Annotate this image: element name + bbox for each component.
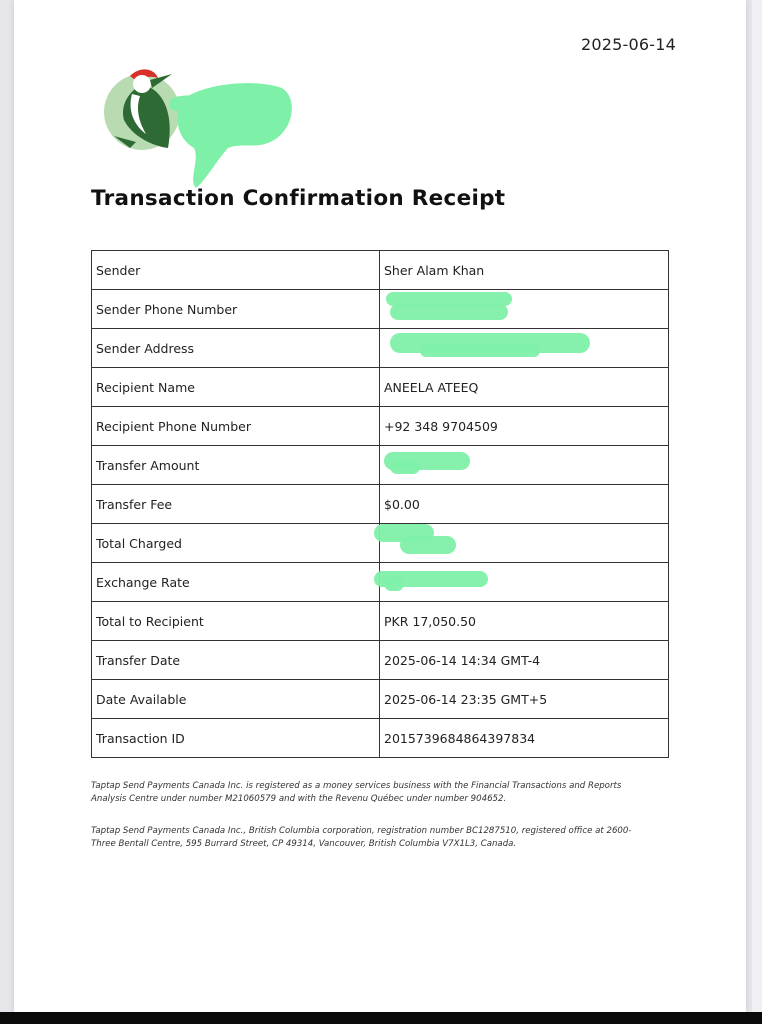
row-value: ANEELA ATEEQ bbox=[380, 368, 669, 407]
row-value: PKR 17,050.50 bbox=[380, 602, 669, 641]
page-edge bbox=[752, 0, 762, 1012]
redaction-mark bbox=[390, 304, 508, 320]
row-value-redacted bbox=[380, 563, 669, 602]
row-label: Exchange Rate bbox=[92, 563, 380, 602]
row-value: 2025-06-14 14:34 GMT-4 bbox=[380, 641, 669, 680]
row-value: $0.00 bbox=[380, 485, 669, 524]
row-label: Sender Address bbox=[92, 329, 380, 368]
row-value-redacted bbox=[380, 329, 669, 368]
row-label: Transaction ID bbox=[92, 719, 380, 758]
footer-notice-office: Taptap Send Payments Canada Inc., British Columbia corporation, registration number BC1287510, registered office at 2600-Three Bentall Centre, 595 Burrard Street, CP 49314, Vancouver, British Columbia V7X1L3, Canada. bbox=[91, 826, 632, 849]
row-value-redacted bbox=[380, 524, 669, 563]
row-label: Sender bbox=[92, 251, 380, 290]
woodpecker-icon bbox=[104, 69, 180, 150]
table-row bbox=[92, 290, 669, 329]
redaction-mark bbox=[420, 345, 540, 357]
table-row bbox=[92, 719, 669, 758]
row-value: 2015739684864397834 bbox=[380, 719, 669, 758]
table-row bbox=[92, 563, 669, 602]
brand-logo bbox=[102, 64, 302, 194]
row-value-redacted bbox=[380, 446, 669, 485]
row-label: Transfer Amount bbox=[92, 446, 380, 485]
table-row bbox=[92, 602, 669, 641]
redaction-mark bbox=[384, 577, 404, 591]
table-row bbox=[92, 524, 669, 563]
row-label: Transfer Fee bbox=[92, 485, 380, 524]
document-page bbox=[14, 0, 746, 1012]
row-value: +92 348 9704509 bbox=[380, 407, 669, 446]
bottom-bar bbox=[0, 1012, 762, 1024]
row-value: 2025-06-14 23:35 GMT+5 bbox=[380, 680, 669, 719]
row-label: Recipient Name bbox=[92, 368, 380, 407]
row-label: Recipient Phone Number bbox=[92, 407, 380, 446]
transaction-table bbox=[91, 250, 669, 758]
receipt-date: 2025-06-14 bbox=[581, 35, 676, 54]
redaction-mark bbox=[400, 536, 456, 554]
row-label: Date Available bbox=[92, 680, 380, 719]
row-label: Sender Phone Number bbox=[92, 290, 380, 329]
table-row bbox=[92, 407, 669, 446]
table-row bbox=[92, 368, 669, 407]
table-row bbox=[92, 329, 669, 368]
table-row bbox=[92, 680, 669, 719]
footer-notice-registration: Taptap Send Payments Canada Inc. is registered as a money services business with the Financial Transactions and Reports Analysis Centre under number M21060579 and with the Revenu Québec under number 904652. bbox=[91, 781, 622, 804]
row-label: Total Charged bbox=[92, 524, 380, 563]
table-row bbox=[92, 446, 669, 485]
row-label: Transfer Date bbox=[92, 641, 380, 680]
table-row bbox=[92, 485, 669, 524]
table-row bbox=[92, 251, 669, 290]
document-title: Transaction Confirmation Receipt bbox=[91, 186, 506, 211]
redaction-mark bbox=[390, 460, 420, 474]
row-label: Total to Recipient bbox=[92, 602, 380, 641]
row-value-redacted bbox=[380, 290, 669, 329]
table-row bbox=[92, 641, 669, 680]
row-value: Sher Alam Khan bbox=[380, 251, 669, 290]
